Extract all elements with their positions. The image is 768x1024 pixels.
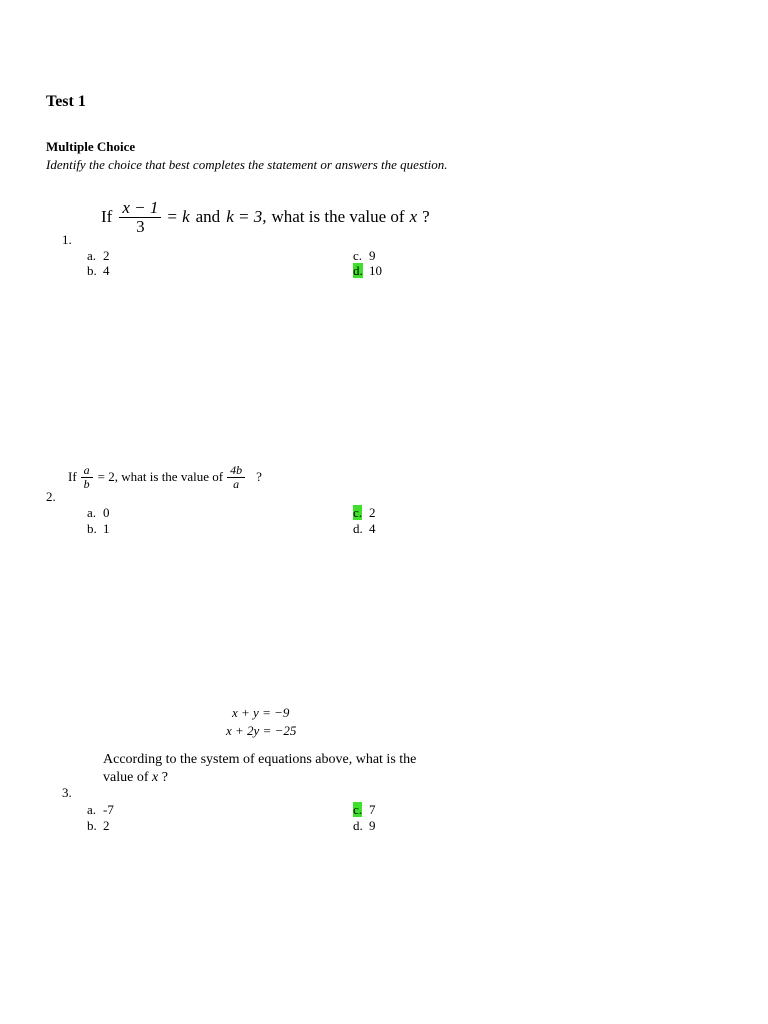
q2-choice-d[interactable] (353, 521, 376, 537)
answer-highlight: c. (353, 505, 363, 520)
choice-value: -7 (103, 802, 114, 817)
q2-choice-c[interactable] (353, 505, 376, 521)
choice-value: 2 (103, 248, 110, 263)
question-3-stem (103, 751, 433, 787)
choice-letter: c. (353, 248, 363, 263)
q1-tail: what is the value of (271, 207, 405, 227)
choice-value: 9 (369, 818, 376, 833)
choice-value: 9 (369, 248, 376, 263)
q2-choice-a[interactable] (87, 505, 110, 521)
choice-letter: d. (353, 521, 363, 536)
choice-value: 0 (103, 505, 110, 520)
choice-value: 10 (369, 263, 382, 278)
question-2-number: 2. (46, 489, 56, 504)
q2-fraction-2 (227, 464, 245, 490)
q1-choice-d[interactable] (353, 263, 382, 279)
q3-choice-b[interactable] (87, 818, 110, 834)
q3-choice-d[interactable] (353, 818, 376, 834)
q1-fraction (119, 199, 161, 236)
q2-mid: = 2, what is the value of (97, 469, 224, 485)
choice-value: 2 (369, 505, 376, 520)
q2-qmark: ? (256, 469, 262, 485)
q3-var: x (151, 770, 159, 785)
q3-equation-1: x + y = −9 (232, 705, 290, 720)
q2-fraction-1 (81, 464, 93, 490)
choice-letter: a. (87, 505, 97, 520)
q3-stem-text: According to the system of equations above, what is the value of (103, 752, 417, 785)
choice-value: 1 (103, 521, 110, 536)
q1-if: If (101, 207, 113, 227)
choice-letter: d. (353, 818, 363, 833)
choice-value: 4 (369, 521, 376, 536)
choice-value: 7 (369, 802, 376, 817)
q1-choice-a[interactable] (87, 248, 110, 264)
q1-choice-b[interactable] (87, 263, 110, 279)
q1-eq-k: = k (166, 207, 190, 227)
q3-choice-a[interactable] (87, 802, 114, 818)
q2-choice-b[interactable] (87, 521, 110, 537)
choice-letter (353, 505, 369, 521)
choice-letter (353, 263, 369, 279)
q2-fraction-1-numerator: a (81, 464, 93, 478)
q3-equation-2: x + 2y = −25 (226, 723, 297, 738)
q2-fraction-1-denominator: b (83, 476, 90, 491)
q2-fraction-2-denominator: a (233, 476, 240, 491)
answer-highlight: d. (353, 263, 363, 278)
choice-letter: a. (87, 802, 97, 817)
choice-value: 4 (103, 263, 110, 278)
q3-qmark: ? (161, 770, 168, 785)
question-3-number: 3. (62, 785, 72, 800)
question-2-stem (68, 464, 262, 490)
question-1-stem (101, 199, 430, 236)
q2-if: If (68, 469, 77, 485)
q1-choice-c[interactable] (353, 248, 376, 264)
choice-letter (353, 802, 369, 818)
q2-fraction-2-numerator: 4b (227, 464, 245, 478)
q1-condition: k = 3, (226, 207, 267, 227)
answer-highlight: c. (353, 802, 363, 817)
test-title: Test 1 (46, 93, 86, 110)
q1-var: x (409, 207, 418, 227)
choice-letter: b. (87, 818, 97, 833)
choice-letter: a. (87, 248, 97, 263)
q1-fraction-denominator: 3 (136, 216, 145, 236)
q1-qmark: ? (422, 207, 430, 227)
choice-value: 2 (103, 818, 110, 833)
choice-letter: b. (87, 263, 97, 278)
instructions: Identify the choice that best completes the statement or answers the question. (46, 157, 448, 172)
q1-and: and (195, 207, 221, 227)
section-heading: Multiple Choice (46, 139, 136, 154)
q1-fraction-numerator: x − 1 (119, 199, 161, 218)
choice-letter: b. (87, 521, 97, 536)
question-1-number: 1. (62, 232, 72, 247)
q3-choice-c[interactable] (353, 802, 376, 818)
